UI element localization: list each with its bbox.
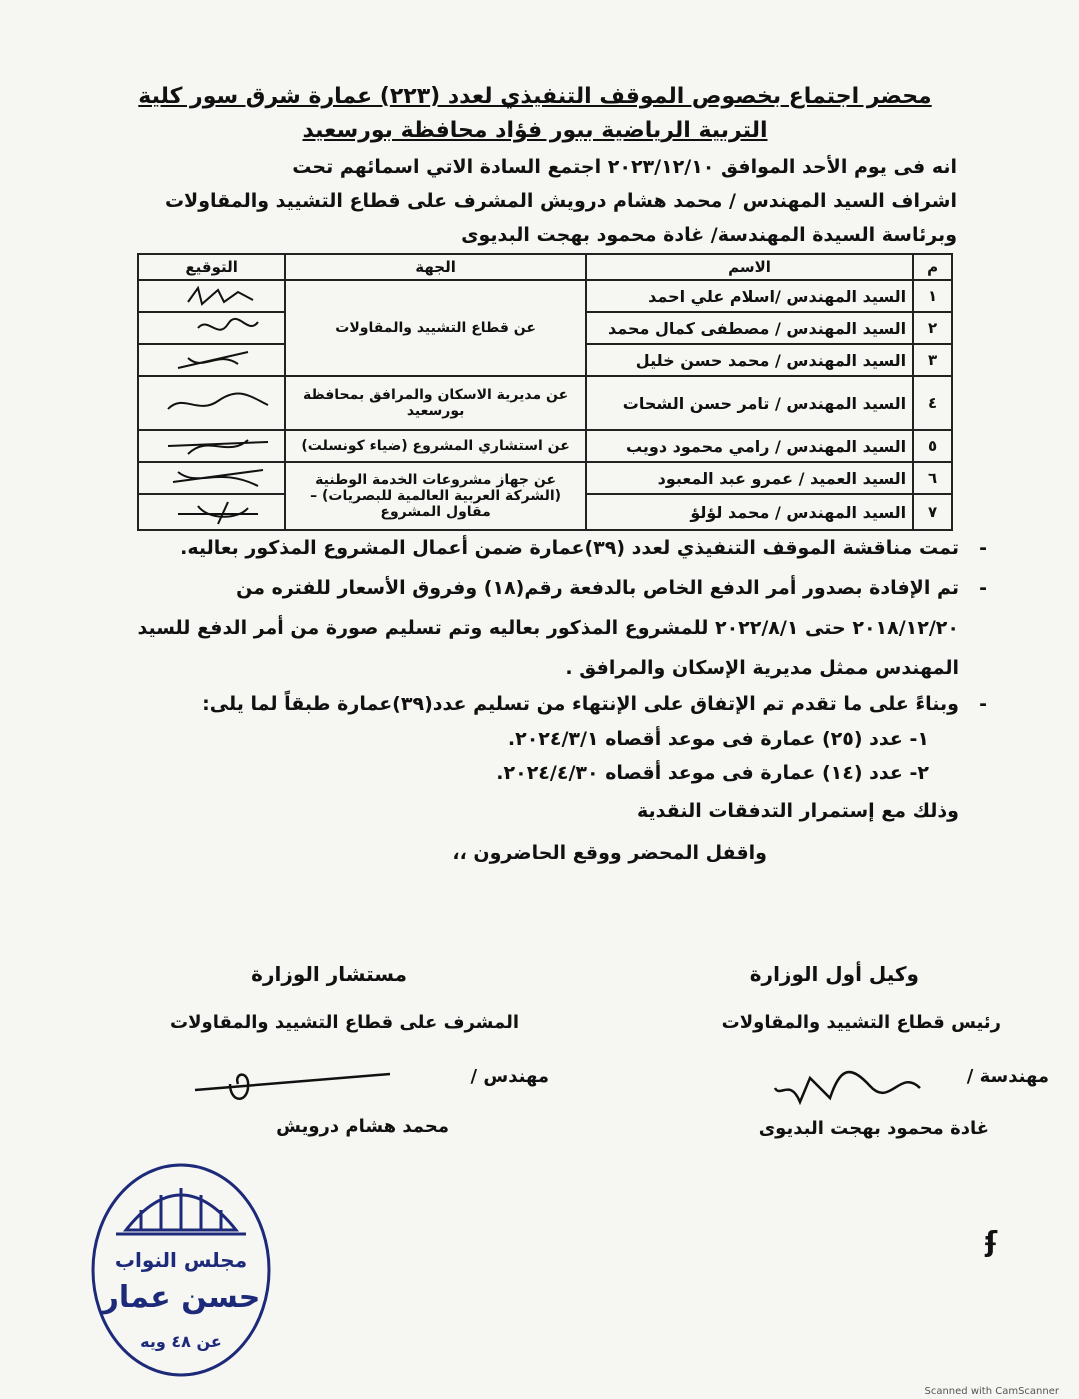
right-sign-name: غادة محمود بهجت البديوى <box>758 1118 989 1139</box>
signature-scribble <box>158 464 278 492</box>
row-org: عن استشاري المشروع (ضياء كونسلت) <box>285 430 586 462</box>
closing-text: واقفل المحضر ووقع الحاضرون ،، <box>452 842 767 864</box>
scanner-watermark: Scanned with CamScanner <box>924 1386 1059 1397</box>
intro-line-3: وبرئاسة السيدة المهندسة/ غادة محمود بهجت البديوى <box>461 224 957 246</box>
table-row <box>138 280 952 312</box>
row-name: السيد المهندس / تامر حسن الشحات <box>586 376 913 430</box>
point-2-text: تم الإفادة بصدور أمر الدفع الخاص بالدفعة رقم(١٨) وفروق الأسعار للفتره من ٢٠١٨/١٢/٢٠ حتى ٢٠٢٢/٨/١ للمشروع المذكور بعاليه وتم تسليم صورة من أمر الدفع للسيد المهندس ممثل مديرية الإسكان والمرافق . <box>137 577 959 679</box>
signature-cell <box>138 312 285 344</box>
row-no: ٦ <box>913 462 952 494</box>
signature-cell <box>138 462 285 494</box>
row-org: عن جهاز مشروعات الخدمة الوطنية (الشركة العربية العالمية للبصريات) – مقاول المشروع <box>285 462 586 530</box>
row-no: ٢ <box>913 312 952 344</box>
row-no: ٧ <box>913 494 952 530</box>
title-line-2: التربية الرياضية ببور فؤاد محافظة بورسعيد <box>302 118 768 143</box>
right-signature-scribble <box>770 1058 930 1122</box>
row-no: ٤ <box>913 376 952 430</box>
intro-line-2: اشراف السيد المهندس / محمد هشام درويش المشرف على قطاع التشييد والمقاولات <box>164 190 957 212</box>
header-name: الاسم <box>586 254 913 280</box>
table-row <box>138 376 952 430</box>
header-no: م <box>913 254 952 280</box>
signature-scribble <box>158 314 278 342</box>
signature-scribble <box>158 282 278 310</box>
signature-scribble <box>158 346 278 374</box>
ink-mark: ʄ <box>985 1225 998 1258</box>
signature-cell <box>138 344 285 376</box>
point-3-text: وبناءً على ما تقدم تم الإتفاق على الإنتهاء من تسليم عدد(٣٩)عمارة طبقاً لما يلى: <box>202 693 959 715</box>
signature-scribble <box>158 389 278 417</box>
point-1-text: تمت مناقشة الموقف التنفيذي لعدد (٣٩)عمارة ضمن أعمال المشروع المذكور بعاليه. <box>180 537 959 559</box>
row-name: السيد المهندس /اسلام علي احمد <box>586 280 913 312</box>
title-line-1: محضر اجتماع بخصوص الموقف التنفيذي لعدد (٢٢٣) عمارة شرق سور كلية <box>138 84 932 109</box>
left-signature-scribble <box>190 1060 410 1110</box>
row-org: عن قطاع التشييد والمقاولات <box>285 280 586 376</box>
left-sign-title: مستشار الوزارة <box>251 962 407 986</box>
signature-cell <box>138 494 285 530</box>
header-signature: التوقيع <box>138 254 285 280</box>
point-2: - تم الإفادة بصدور أمر الدفع الخاص بالدفعة رقم(١٨) وفروق الأسعار للفتره من ٢٠١٨/١٢/٢٠ حتى ٢٠٢٢/٨/١ للمشروع المذكور بعاليه وتم تسليم صورة من أمر الدفع للسيد المهندس ممثل مديرية الإسكان والمرافق . <box>137 577 987 679</box>
right-sign-role: رئيس قطاع التشييد والمقاولات <box>721 1012 1001 1033</box>
signature-scribble <box>158 432 278 460</box>
left-sign-prefix: مهندس / <box>470 1066 549 1087</box>
row-name: السيد المهندس / محمد حسن خليل <box>586 344 913 376</box>
right-sign-prefix: مهندسة / <box>966 1066 1049 1087</box>
row-name: السيد المهندس / مصطفى كمال محمد <box>586 312 913 344</box>
continuation-text: وذلك مع إستمرار التدفقات النقدية <box>637 800 959 822</box>
table-row <box>138 462 952 494</box>
sub-item-1: ١- عدد (٢٥) عمارة فى موعد أقصاه ٢٠٢٤/٣/١. <box>507 728 929 750</box>
point-3: - وبناءً على ما تقدم تم الإتفاق على الإنتهاء من تسليم عدد(٣٩)عمارة طبقاً لما يلى: <box>202 693 987 715</box>
row-org: عن مديرية الاسكان والمرافق بمحافظة بورسعيد <box>285 376 586 430</box>
signature-cell <box>138 376 285 430</box>
table-header-row <box>138 254 952 280</box>
intro-line-1: انه فى يوم الأحد الموافق ٢٠٢٣/١٢/١٠ اجتمع السادة الاتي اسمائهم تحت <box>292 156 957 178</box>
signature-cell <box>138 280 285 312</box>
header-org: الجهة <box>285 254 586 280</box>
left-sign-name: محمد هشام درويش <box>276 1116 449 1137</box>
table-row <box>138 430 952 462</box>
right-sign-title: وكيل أول الوزارة <box>749 962 919 986</box>
official-stamp <box>86 1150 276 1380</box>
stamp-line-2: حسن عمار <box>101 1280 261 1315</box>
stamp-line-1: مجلس النواب <box>114 1248 248 1272</box>
left-sign-role: المشرف على قطاع التشييد والمقاولات <box>170 1012 519 1033</box>
row-name: السيد المهندس / رامي محمود دويب <box>586 430 913 462</box>
sub-item-2: ٢- عدد (١٤) عمارة فى موعد أقصاه ٢٠٢٤/٤/٣٠. <box>496 762 929 784</box>
attendance-table <box>137 253 953 531</box>
row-no: ١ <box>913 280 952 312</box>
stamp-line-3: عن ٤٨ ويه <box>140 1332 222 1351</box>
row-name: السيد المهندس / محمد لؤلؤ <box>586 494 913 530</box>
row-no: ٣ <box>913 344 952 376</box>
signature-scribble <box>158 498 278 526</box>
row-no: ٥ <box>913 430 952 462</box>
signature-cell <box>138 430 285 462</box>
row-name: السيد العميد / عمرو عبد المعبود <box>586 462 913 494</box>
point-1: - تمت مناقشة الموقف التنفيذي لعدد (٣٩)عمارة ضمن أعمال المشروع المذكور بعاليه. <box>180 537 987 559</box>
